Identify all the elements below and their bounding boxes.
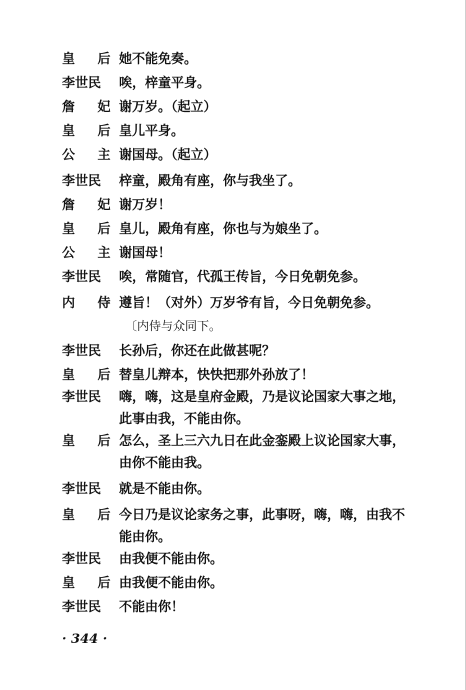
speaker-name: 皇 后	[62, 434, 120, 449]
dialogue-text-continued: 能由你。	[119, 530, 172, 545]
dialogue-text: 由我便不能由你。	[119, 552, 224, 567]
speaker-name: 李世民	[62, 390, 102, 405]
speaker-name: 皇 后	[62, 124, 120, 139]
dialogue-text: 皇儿，殿角有座，你也与为娘坐了。	[119, 222, 328, 237]
speaker-name: 皇 后	[62, 576, 120, 591]
stage-direction: 〔内侍与众同下。	[125, 319, 222, 333]
dialogue-text: 嗨，嗨，这是皇府金殿，乃是议论国家大事之地，	[119, 390, 406, 405]
dialogue-text: 由我便不能由你。	[119, 576, 224, 591]
speaker-name: 李世民	[62, 76, 102, 91]
dialogue-text: 遵旨！（对外）万岁爷有旨，今日免朝免参。	[119, 296, 380, 311]
dialogue-text: 谢万岁。（起立）	[119, 100, 217, 115]
speaker-name: 皇 后	[62, 508, 120, 523]
page-number: · 344 ·	[62, 632, 108, 647]
dialogue-text: 谢国母！	[119, 246, 172, 261]
dialogue-text: 不能由你！	[119, 600, 185, 615]
dialogue-text-continued: 此事由我，不能由你。	[119, 412, 250, 427]
dialogue-text: 今日乃是议论家务之事，此事呀，嗨，嗨，由我不	[119, 508, 406, 523]
speaker-name: 皇 后	[62, 222, 120, 237]
dialogue-text: 长孙后，你还在此做甚呢？	[119, 344, 276, 359]
speaker-name: 詹 妃	[62, 100, 120, 115]
dialogue-text: 谢国母。（起立）	[119, 148, 217, 163]
dialogue-text: 她不能免奏。	[119, 52, 198, 67]
dialogue-text: 就是不能由你。	[119, 482, 211, 497]
dialogue-text: 怎么，圣上三六九日在此金銮殿上议论国家大事，	[119, 434, 406, 449]
speaker-name: 皇 后	[62, 52, 120, 67]
speaker-name: 公 主	[62, 148, 120, 163]
dialogue-text: 梓童，殿角有座，你与我坐了。	[119, 174, 302, 189]
speaker-name: 公 主	[62, 246, 120, 261]
dialogue-text: 皇儿平身。	[119, 124, 185, 139]
speaker-name: 李世民	[62, 174, 102, 189]
dialogue-text: 唉，常随官，代孤王传旨，今日免朝免参。	[119, 270, 367, 285]
dialogue-text-continued: 由你不能由我。	[119, 456, 211, 471]
speaker-name: 李世民	[62, 270, 102, 285]
speaker-name: 詹 妃	[62, 198, 120, 213]
dialogue-text: 唉，梓童平身。	[119, 76, 211, 91]
speaker-name: 李世民	[62, 552, 102, 567]
dialogue-text: 替皇儿辩本，快快把那外孙放了！	[119, 368, 315, 383]
speaker-name: 内 侍	[62, 296, 120, 311]
dialogue-text: 谢万岁！	[119, 198, 172, 213]
speaker-name: 李世民	[62, 344, 102, 359]
speaker-name: 李世民	[62, 600, 102, 615]
speaker-name: 李世民	[62, 482, 102, 497]
speaker-name: 皇 后	[62, 368, 120, 383]
